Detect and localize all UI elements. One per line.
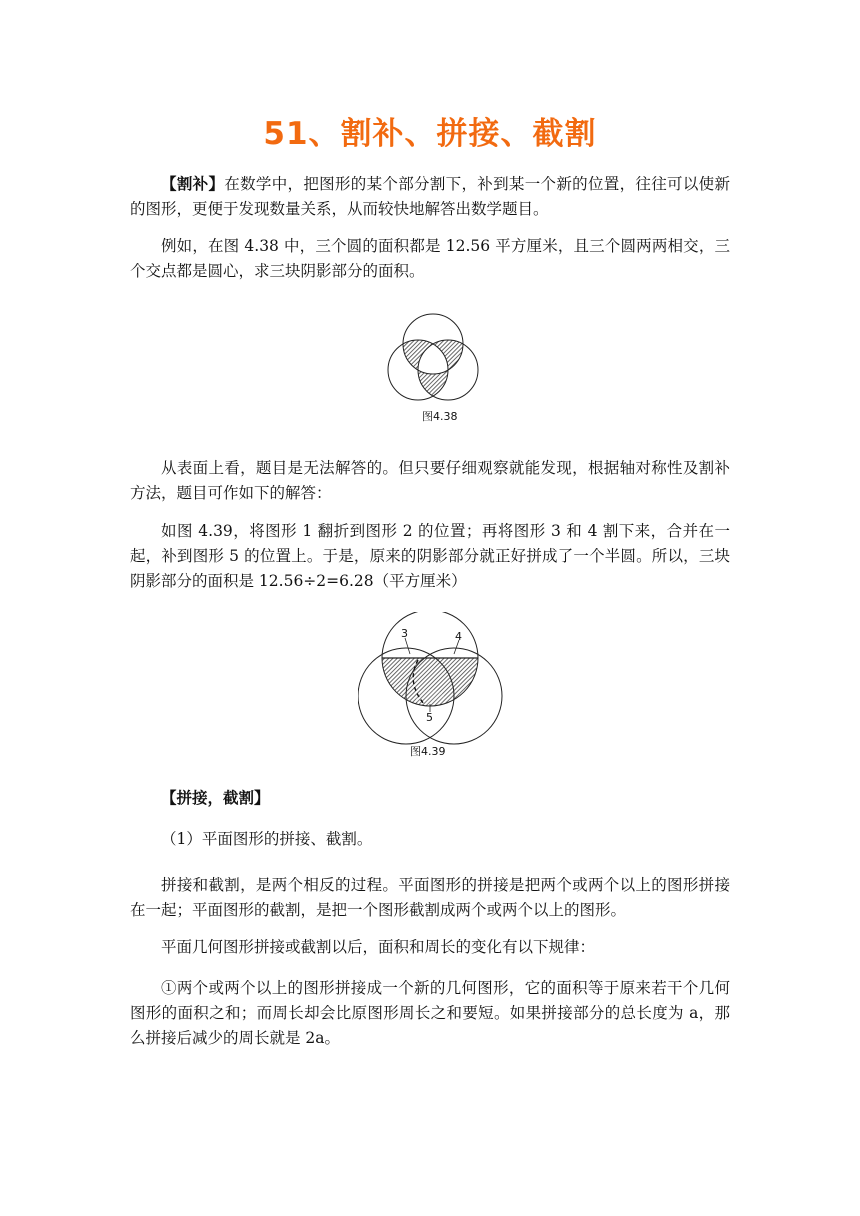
shaded-small-region (416, 690, 444, 706)
paragraph-cut-fill (130, 172, 730, 222)
paragraph-example: 例如，在图 4.38 中，三个圆的面积都是 12.56 平方厘米，且三个圆两两相交，三个交点都是圆心，求三块阴影部分的面积。 (130, 237, 730, 280)
paragraph-analysis: 从表面上看，题目是无法解答的。但只要仔细观察就能发现，根据轴对称性及割补方法，题目可作如下的解答： (130, 459, 730, 502)
section-text: 在数学中，把图形的某个部分割下，补到某一个新的位置，往往可以使新的图形，更便于发现数量关系，从而较快地解答出数学题目。 (130, 175, 730, 218)
figure-caption: 图4.39 (410, 745, 446, 758)
paragraph-joining-definition: 拼接和截割，是两个相反的过程。平面图形的拼接是把两个或两个以上的图形拼接在一起；平面图形的截割，是把一个图形截割成两个或两个以上的图形。 (130, 876, 730, 919)
section-heading-cut-fill: 【割补】 (161, 175, 225, 193)
page-title: 51、割补、拼接、截割 (263, 116, 597, 152)
paragraph-rule-1: ①两个或两个以上的图形拼接成一个新的几何图形，它的面积等于原来若干个几何图形的面积之和；而周长却会比原图形周长之和要短。如果拼接部分的总长度为 a，那么拼接后减少的周长就是 2a。 (130, 979, 730, 1047)
paragraph-rules-intro: 平面几何图形拼接或截割以后，面积和周长的变化有以下规律： (161, 938, 596, 956)
figure-4-39 (358, 612, 508, 762)
figure-4-38 (378, 308, 488, 428)
joining-heading-text: 【拼接，截割】 (161, 789, 270, 807)
section-heading-joining (130, 786, 730, 811)
label-3: 3 (401, 627, 408, 640)
label-5: 5 (426, 711, 433, 724)
paragraph-solution: 如图 4.39，将图形 1 翻折到图形 2 的位置；再将图形 3 和 4 割下来，合并在一起，补到图形 5 的位置上。于是，原来的阴影部分就正好拼成了一个半圆。所以，三块阴影部分的面积是 12.56÷2=6.28（平方厘米） (130, 522, 730, 590)
figure-caption: 图4.38 (422, 410, 458, 423)
paragraph-subheading: （1）平面图形的拼接、截割。 (161, 830, 373, 848)
label-4: 4 (455, 630, 462, 643)
